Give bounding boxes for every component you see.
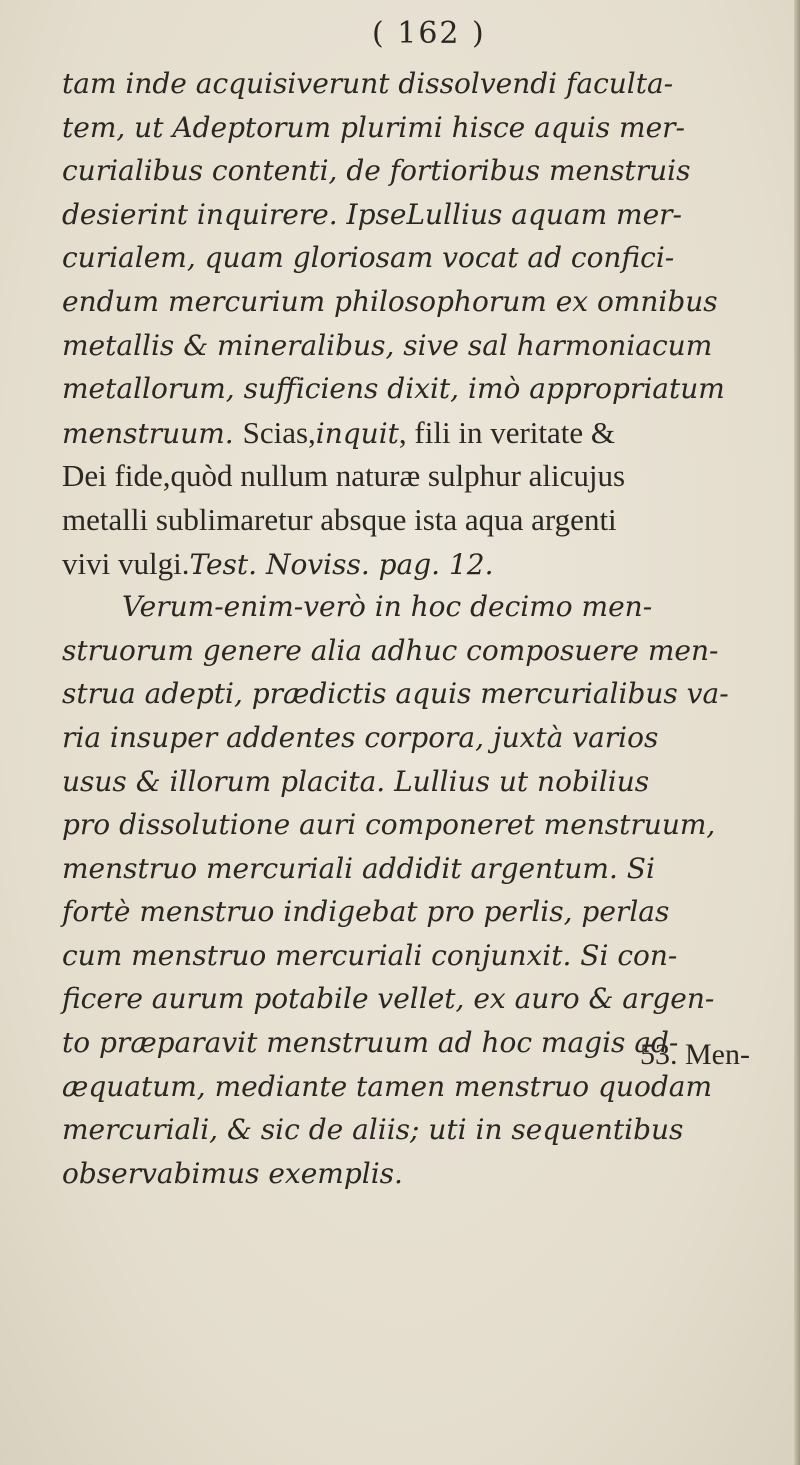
text-segment: menstruo mercuriali addidit argentum. Si	[62, 851, 655, 885]
text-segment: Verum-enim-verò in hoc decimo men-	[122, 590, 653, 624]
catchword: 53. Men-	[640, 1038, 750, 1071]
text-line	[62, 629, 792, 673]
page-edge	[794, 0, 800, 1465]
text-segment: cum menstruo mercuriali conjunxit. Si con-	[62, 938, 678, 972]
text-segment: strua adepti, prædictis aquis mercurialibus va-	[62, 677, 729, 711]
text-segment: ria insuper addentes corpora, juxtà varios	[62, 720, 659, 754]
text-line	[62, 716, 792, 760]
text-segment: vivi vulgi.	[62, 545, 190, 581]
text-segment: menstruum.	[62, 416, 243, 450]
text-line	[62, 62, 792, 106]
text-line	[62, 498, 792, 542]
text-line	[62, 1108, 792, 1152]
text-line	[62, 280, 792, 324]
text-segment: struorum genere alia adhuc composuere men-	[62, 633, 719, 667]
text-segment: Scias,	[242, 414, 316, 450]
text-segment: metalli sublimaretur absque ista aqua argenti	[62, 501, 617, 537]
text-line	[62, 106, 792, 150]
text-line	[62, 890, 792, 934]
text-line	[62, 367, 792, 411]
text-line	[62, 193, 792, 237]
text-segment: tem, ut Adeptorum plurimi hisce aquis mer-	[62, 110, 685, 144]
text-segment: æquatum, mediante tamen menstruo quodam	[62, 1069, 712, 1103]
text-line	[62, 585, 792, 629]
text-segment: inquit	[315, 416, 399, 450]
text-line	[62, 803, 792, 847]
text-line	[62, 149, 792, 193]
text-line	[62, 847, 792, 891]
text-segment: metallis & mineralibus, sive sal harmoniacum	[62, 328, 713, 362]
text-segment: curialibus contenti, de fortioribus menstruis	[62, 154, 691, 188]
text-segment: to præparavit menstruum ad hoc magis ad-	[62, 1026, 679, 1060]
text-segment: curialem, quam gloriosam vocat ad confici-	[62, 241, 675, 275]
text-segment: observabimus exemplis.	[62, 1156, 403, 1190]
text-segment: pro dissolutione auri componeret menstruum,	[62, 808, 716, 842]
text-line	[62, 672, 792, 716]
text-segment: mercuriali, & sic de aliis; uti in sequentibus	[62, 1113, 684, 1147]
text-segment: fortè menstruo indigebat pro perlis, perlas	[62, 895, 670, 929]
text-line	[62, 542, 792, 586]
text-segment: Dei fide,quòd nullum naturæ sulphur alicujus	[62, 458, 626, 494]
text-segment: metallorum, sufficiens dixit, imò appropriatum	[62, 372, 725, 406]
text-line	[62, 454, 792, 498]
text-line	[62, 1152, 792, 1196]
text-segment: usus & illorum placita. Lullius ut nobilius	[62, 764, 650, 798]
text-segment: endum mercurium philosophorum ex omnibus	[62, 284, 718, 318]
text-segment: , fili in veritate &	[398, 414, 615, 450]
body-text	[62, 62, 792, 1195]
text-segment: ficere aurum potabile vellet, ex auro & argen-	[62, 982, 715, 1016]
text-line	[62, 977, 792, 1021]
text-line	[62, 934, 792, 978]
text-segment: tam inde acquisiverunt dissolvendi faculta-	[62, 67, 674, 100]
text-line	[62, 411, 792, 455]
page-number: ( 162 )	[372, 16, 486, 51]
text-line	[62, 236, 792, 280]
text-line	[62, 324, 792, 368]
text-segment: desierint inquirere. IpseLullius aquam mer-	[62, 197, 683, 231]
text-segment: Test. Noviss. pag. 12.	[189, 547, 494, 581]
text-line	[62, 760, 792, 804]
